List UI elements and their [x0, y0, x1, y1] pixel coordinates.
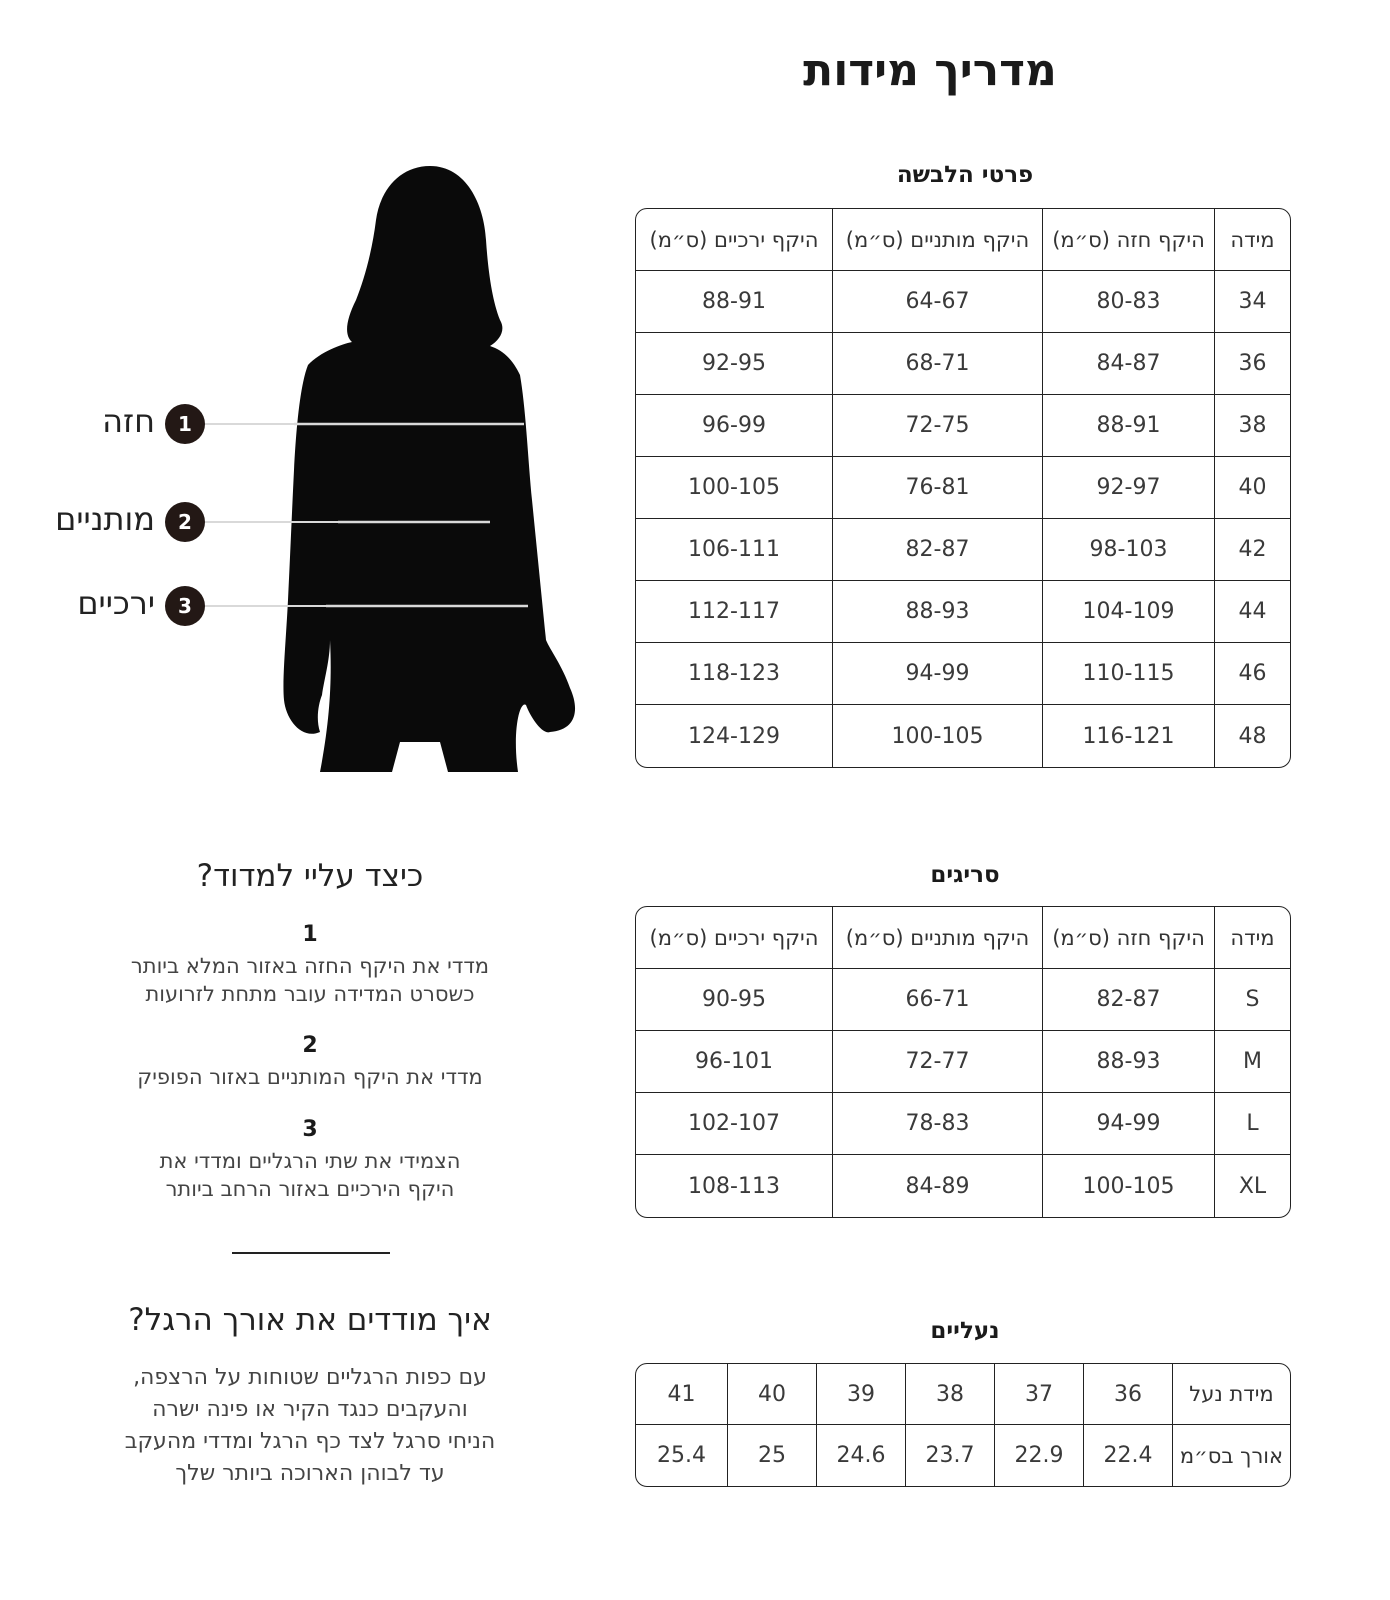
header-cell: היקף ירכיים (ס״מ) — [636, 209, 832, 271]
hips-cell: 96-101 — [636, 1031, 832, 1093]
waist-cell: 88-93 — [832, 581, 1042, 643]
step-number: 1 — [302, 922, 318, 947]
shoe-size-cell: 36 — [1083, 1364, 1172, 1425]
waist-indicator-line — [205, 521, 340, 523]
hips-cell: 108-113 — [688, 1173, 780, 1199]
hips-cell: 112-117 — [636, 581, 832, 643]
table-header-row — [636, 209, 1290, 271]
table-row — [636, 643, 1290, 705]
step-text: כשסרט המדידה עובר מתחת לזרועות — [145, 982, 475, 1006]
shoes-section-title: נעליים — [930, 1318, 1000, 1344]
woman-silhouette-image — [280, 160, 600, 800]
waist-cell: 64-67 — [832, 271, 1042, 333]
shoe-size-cell: 41 — [636, 1364, 727, 1425]
waist-cell: 84-89 — [832, 1155, 1042, 1217]
foot-instruction-line: והעקבים כנגד הקיר או פינה ישרה — [152, 1397, 468, 1422]
shoe-size-cell: 39 — [816, 1364, 905, 1425]
waist-cell: 68-71 — [832, 333, 1042, 395]
header-cell: היקף חזה (ס״מ) — [1042, 209, 1214, 271]
step-number: 2 — [302, 1033, 318, 1058]
step-text: היקף הירכיים באזור הרחב ביותר — [165, 1177, 455, 1201]
bust-cell: 82-87 — [1042, 969, 1214, 1031]
header-cell: היקף ירכיים (ס״מ) — [636, 907, 832, 969]
bust-label: חזה — [102, 402, 155, 440]
size-cell: 42 — [1214, 519, 1290, 581]
hips-marker: 3 — [165, 586, 205, 626]
foot-length-cell: 25.4 — [657, 1443, 706, 1468]
page-title: מדריך מידות — [803, 45, 1057, 96]
size-cell: 34 — [1214, 271, 1290, 333]
clothing-section-title: פרטי הלבשה — [896, 162, 1034, 188]
header-cell: היקף חזה (ס״מ) — [1042, 907, 1214, 969]
knitwear-section-title: סריגים — [930, 862, 1000, 888]
foot-length-cell: 22.4 — [1083, 1425, 1172, 1486]
bust-cell: 116-121 — [1042, 705, 1214, 767]
table-row — [636, 457, 1290, 519]
table-row — [636, 1031, 1290, 1093]
header-cell: היקף מותניים (ס״מ) — [832, 907, 1042, 969]
waist-cell: 72-77 — [832, 1031, 1042, 1093]
size-cell: 44 — [1214, 581, 1290, 643]
size-cell: 36 — [1214, 333, 1290, 395]
header-cell: מידה — [1214, 907, 1290, 969]
table-row — [636, 1155, 1290, 1217]
size-cell: XL — [1214, 1155, 1290, 1217]
bust-cell: 88-91 — [1042, 395, 1214, 457]
header-cell: מידה — [1214, 209, 1290, 271]
foot-instruction-line: הניחי סרגל לצד כף הרגל ומדדי מהעקב — [124, 1429, 496, 1454]
bust-cell: 84-87 — [1042, 333, 1214, 395]
waist-marker: 2 — [165, 502, 205, 542]
bust-marker: 1 — [165, 404, 205, 444]
hips-cell: 118-123 — [636, 643, 832, 705]
size-cell: 46 — [1214, 643, 1290, 705]
step-text: מדדי את היקף החזה באזור המלא ביותר — [130, 954, 490, 978]
foot-length-cell: 24.6 — [816, 1425, 905, 1486]
waist-cell: 66-71 — [832, 969, 1042, 1031]
size-cell: 40 — [1214, 457, 1290, 519]
shoe-size-cell: 40 — [727, 1364, 816, 1425]
table-row — [636, 271, 1290, 333]
waist-cell: 82-87 — [832, 519, 1042, 581]
foot-instruction-line: עם כפות הרגליים שטוחות על הרצפה, — [133, 1365, 487, 1390]
table-row — [636, 581, 1290, 643]
table-row — [636, 333, 1290, 395]
header-cell: היקף מותניים (ס״מ) — [832, 209, 1042, 271]
size-cell: M — [1214, 1031, 1290, 1093]
bust-cell: 104-109 — [1042, 581, 1214, 643]
bust-cell: 92-97 — [1042, 457, 1214, 519]
step-text: הצמידי את שתי הרגליים ומדדי את — [159, 1149, 461, 1173]
hips-cell: 90-95 — [636, 969, 832, 1031]
table-row — [636, 969, 1290, 1031]
how-to-measure-title: כיצד עליי למדוד? — [196, 858, 424, 894]
table-row — [636, 1364, 1290, 1425]
bust-cell: 110-115 — [1042, 643, 1214, 705]
size-cell: 38 — [1214, 395, 1290, 457]
step-text: מדדי את היקף המותניים באזור הפופיק — [137, 1065, 483, 1089]
foot-instruction-line: עד לבוהן הארוכה ביותר שלך — [175, 1461, 445, 1486]
hips-cell: 88-91 — [636, 271, 832, 333]
waist-label: מותניים — [55, 500, 155, 538]
waist-cell: 72-75 — [832, 395, 1042, 457]
bust-cell: 94-99 — [1042, 1093, 1214, 1155]
shoe-size-cell: 37 — [994, 1364, 1083, 1425]
bust-indicator-line — [205, 423, 295, 425]
size-cell: L — [1214, 1093, 1290, 1155]
table-header-row — [636, 907, 1290, 969]
foot-length-cell: 23.7 — [905, 1425, 994, 1486]
hips-cell: 100-105 — [636, 457, 832, 519]
size-cell: 48 — [1214, 705, 1290, 767]
foot-length-title: איך מודדים את אורך הרגל? — [128, 1302, 492, 1338]
row-label-cell: מידת נעל — [1172, 1364, 1290, 1425]
waist-cell: 100-105 — [832, 705, 1042, 767]
bust-cell: 80-83 — [1042, 271, 1214, 333]
table-row — [636, 705, 1290, 767]
section-divider — [232, 1252, 390, 1254]
hips-indicator-line — [205, 605, 330, 607]
size-cell: S — [1214, 969, 1290, 1031]
knitwear-size-table — [635, 906, 1291, 1218]
step-number: 3 — [302, 1117, 318, 1142]
table-row — [636, 519, 1290, 581]
waist-cell: 76-81 — [832, 457, 1042, 519]
clothing-size-table — [635, 208, 1291, 768]
table-row — [636, 1425, 1290, 1486]
hips-cell: 102-107 — [636, 1093, 832, 1155]
table-row — [636, 1093, 1290, 1155]
waist-cell: 94-99 — [832, 643, 1042, 705]
bust-cell: 100-105 — [1042, 1155, 1214, 1217]
foot-length-cell: 25 — [727, 1425, 816, 1486]
waist-cell: 78-83 — [832, 1093, 1042, 1155]
table-row — [636, 395, 1290, 457]
bust-cell: 98-103 — [1042, 519, 1214, 581]
hips-cell: 96-99 — [636, 395, 832, 457]
foot-length-cell: 22.9 — [994, 1425, 1083, 1486]
row-label-cell: אורך בס״מ — [1172, 1425, 1290, 1486]
shoe-size-cell: 38 — [905, 1364, 994, 1425]
bust-cell: 88-93 — [1042, 1031, 1214, 1093]
hips-cell: 124-129 — [688, 723, 780, 749]
hips-label: ירכיים — [77, 584, 155, 622]
hips-cell: 106-111 — [636, 519, 832, 581]
shoes-size-table — [635, 1363, 1291, 1487]
hips-cell: 92-95 — [636, 333, 832, 395]
